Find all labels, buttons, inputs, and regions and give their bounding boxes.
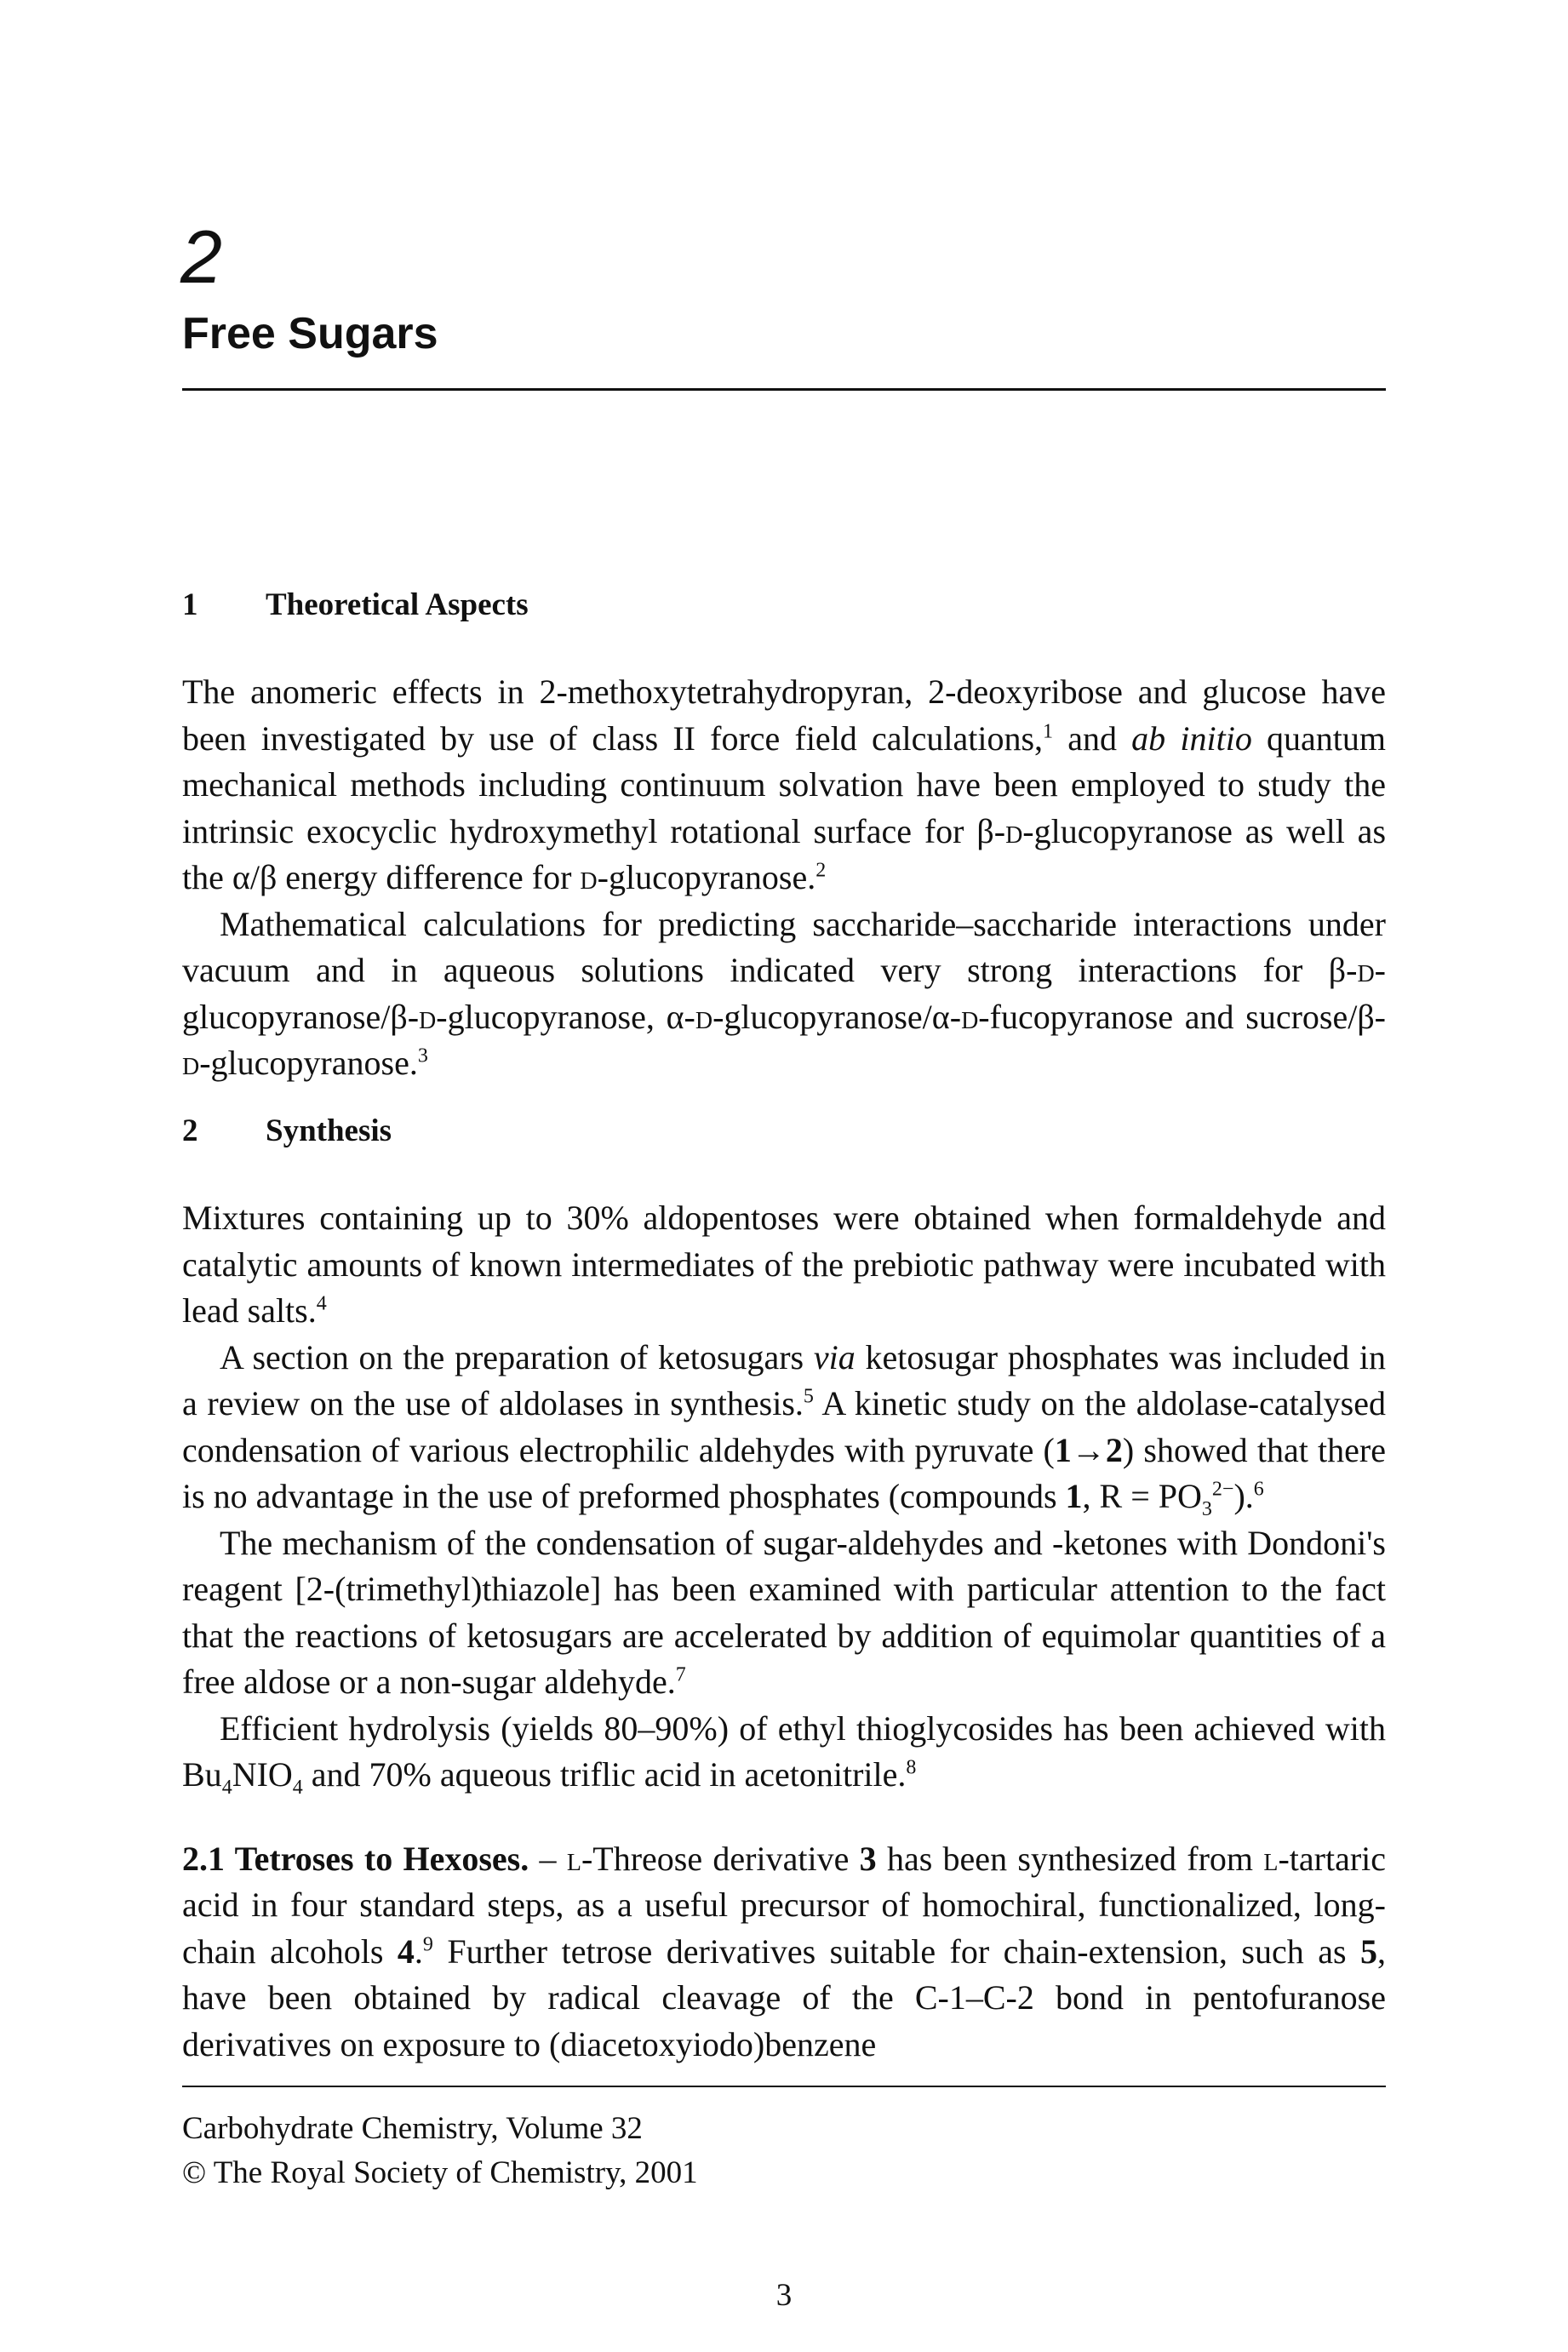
footer-journal: Carbohydrate Chemistry, Volume 32: [182, 2111, 643, 2146]
paragraph: Efficient hydrolysis (yields 80–90%) of ethyl thioglycosides has been achieved with $Bu_4NIO_4$ and 70% aqueous triflic acid in acetonitrile.$^8$: [182, 1708, 1386, 1799]
chapter-title: Free Sugars: [182, 309, 438, 358]
paragraph: The anomeric effects in 2-methoxytetrahydropyran, 2-deoxyribose and glucose have been investigated by use of class II force field calculations,$^1$ and ab initio quantum mechanical methods including continuum solvation have been employed to study the intrinsic exocyclic hydroxymethyl rotational surface for β-d-glucopyranose as well as the α/β energy difference for d-glucopyranose.$^2$: [182, 672, 1387, 896]
page-number: 3: [775, 2278, 793, 2313]
synthesis-body: [182, 1195, 1386, 2068]
section-number: 1: [182, 587, 198, 622]
section-title: Theoretical Aspects: [266, 587, 529, 622]
section-heading-theoretical-aspects: [182, 589, 529, 621]
paragraph: Mathematical calculations for predicting saccharide–saccharide interactions under vacuum and in aqueous solutions indicated very strong interactions for β-d-glucopyranose/β-d-glucopyranose, α-d-glucopyranose/α-d-fucopyranose and sucrose/β-d-glucopyranose.$^3$: [182, 904, 1386, 1082]
footer-copyright: © The Royal Society of Chemistry, 2001: [182, 2155, 698, 2190]
section-heading-synthesis: [182, 1115, 392, 1147]
theoretical-aspects-body: [182, 669, 1386, 1087]
chapter-number: 2: [180, 215, 222, 299]
paragraph: 2.1 Tetroses to Hexoses. – l-Threose derivative 3 has been synthesized from l-tartaric acid in four standard steps, as a useful precursor of homochiral, functionalized, long-chain alcohols 4.$^9$ Further tetrose derivatives suitable for chain-extension, such as 5, have been obtained by radical cleavage of the C-1–C-2 bond in pentofuranose derivatives on exposure to (diacetoxyiodo)benzene: [182, 1839, 1387, 2063]
paragraph: A section on the preparation of ketosugars via ketosugar phosphates was included in a review on the use of aldolases in synthesis.$^5$ A kinetic study on the aldolase-catalysed condensation of various electrophilic aldehydes with pyruvate (1→2) showed that there is no advantage in the use of preformed phosphates (compounds 1, $R = PO_3^{2-}).^6$: [182, 1337, 1386, 1520]
footer-divider: [182, 2086, 1386, 2087]
paragraph: Mixtures containing up to 30% aldopentoses were obtained when formaldehyde and catalytic amounts of known intermediates of the prebiotic pathway were incubated with lead salts.$^4$: [182, 1199, 1386, 1330]
section-number: 2: [182, 1113, 198, 1148]
paragraph: The mechanism of the condensation of sugar-aldehydes and -ketones with Dondoni's reagent [2-(trimethyl)thiazole] has been examined with particular attention to the fact that the reactions of ketosugars are accelerated by addition of equimolar quantities of a free aldose or a non-sugar aldehyde.$^7$: [182, 1523, 1386, 1701]
section-title: Synthesis: [266, 1113, 392, 1148]
subsection-title: 2.1 Tetroses to Hexoses.: [182, 1839, 529, 1878]
title-divider: [182, 388, 1386, 391]
